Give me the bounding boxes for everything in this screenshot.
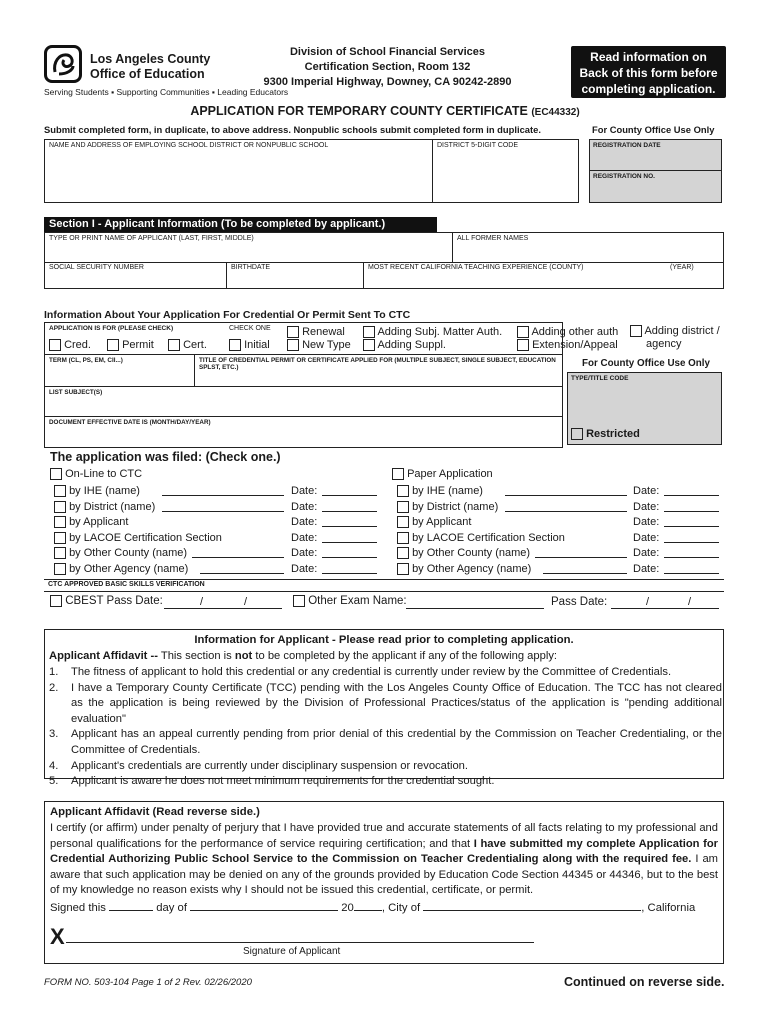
info-box-header: Information for Applicant - Please read prior to completing application. <box>194 634 574 646</box>
signed-row: Signed this day of 20 , City of , California <box>50 902 696 914</box>
filed-left-item: by Other County (name) Date: <box>54 546 380 562</box>
info-item: 3. Applicant has an appeal currently pending from prior denial of this credential by the Commission on Teacher Credentialing, or the Committee of Credentials. <box>49 728 722 756</box>
date-line[interactable] <box>322 557 377 558</box>
year-line[interactable] <box>354 910 382 911</box>
adding-district-row: Adding district / agency <box>630 325 720 351</box>
filed-left-list <box>54 484 380 577</box>
registration-date-field <box>589 139 722 171</box>
affidavit-header: Applicant Affidavit (Read reverse side.) <box>50 806 260 818</box>
lacoe-logo <box>44 45 82 83</box>
filed-right-item: by Applicant Date: <box>397 515 723 531</box>
info-item: 1. The fitness of applicant to hold this credential or any credential is currently under review by the Committee of Credentials. <box>49 666 672 678</box>
date-line[interactable] <box>664 542 719 543</box>
effective-date-field[interactable] <box>45 416 562 447</box>
name-line[interactable] <box>505 511 627 512</box>
permit-row: Permit <box>107 339 154 351</box>
filed-right-item: by District (name) Date: <box>397 500 723 516</box>
day-line[interactable] <box>109 910 153 911</box>
address-line-2: Certification Section, Room 132 <box>304 61 471 73</box>
office-use-label-2: For County Office Use Only <box>582 358 710 369</box>
date-line[interactable] <box>322 495 377 496</box>
term-label: TERM (CL, PS, EM, CII...) <box>49 357 123 364</box>
paper-checkbox[interactable] <box>392 468 404 480</box>
cbest-slash-1: / <box>200 596 204 608</box>
adding-subj-row: Adding Subj. Matter Auth. <box>363 326 502 338</box>
district-name-label: NAME AND ADDRESS OF EMPLOYING SCHOOL DISTRICT OR NONPUBLIC SCHOOL <box>49 142 329 149</box>
filed-right-list <box>397 484 723 577</box>
filed-left-checkbox[interactable] <box>54 501 66 513</box>
initial-checkbox[interactable] <box>229 339 241 351</box>
filed-right-checkbox[interactable] <box>397 501 409 513</box>
cert-row: Cert. <box>168 339 207 351</box>
name-line[interactable] <box>192 557 284 558</box>
former-names-label: ALL FORMER NAMES <box>457 235 529 242</box>
extension-checkbox[interactable] <box>517 339 529 351</box>
filed-right-checkbox[interactable] <box>397 563 409 575</box>
applicant-name-field[interactable] <box>45 233 453 263</box>
permit-checkbox[interactable] <box>107 339 119 351</box>
filed-left-item: by District (name) Date: <box>54 500 380 516</box>
pass-date-line[interactable] <box>611 608 719 609</box>
signature-line[interactable] <box>66 942 534 943</box>
submit-note: Submit completed form, in duplicate, to above address. Nonpublic schools submit completed form in duplicate. <box>44 124 541 135</box>
list-subjects-field[interactable] <box>45 386 562 416</box>
effective-date-label: DOCUMENT EFFECTIVE DATE IS (MONTH/DAY/YEAR) <box>49 419 211 426</box>
date-line[interactable] <box>664 557 719 558</box>
new-type-checkbox[interactable] <box>287 339 299 351</box>
form-title: APPLICATION FOR TEMPORARY COUNTY CERTIFICATE (EC44332) <box>190 104 580 118</box>
filed-right-checkbox[interactable] <box>397 485 409 497</box>
date-line[interactable] <box>664 526 719 527</box>
renewal-row: Renewal <box>287 326 345 338</box>
affidavit-text: I certify (or affirm) under penalty of perjury that I have provided true and accurate statements of all facts relating to my professional and personal qualifications for the performance of service requiring certification; and that I have submitted my complete Application for Credential Authorizing Public School Service to the Commission on Teacher Credentialing along with the required fee. I am aware that such application may be denied on any of the grounds provided by Education Code Section 44345 or 44346, but to the best of my knowledge no reason exists why I should not be issued this credential, certificate, or permit. <box>50 822 719 896</box>
adding-other-row: Adding other auth <box>517 326 618 338</box>
filed-left-item: by Other Agency (name) Date: <box>54 562 380 578</box>
info-item: 2. I have a Temporary County Certificate (TCC) pending with the Los Angeles County Office of Education. The TCC has not cleared as the application is being reviewed by the Division of Professional Practices/status of the application is "pending additional evaluation" <box>49 681 722 725</box>
type-title-label: TYPE/TITLE CODE <box>571 375 629 382</box>
info-item: 5. Applicant is aware he does not meet minimum requirements for the credential sought. <box>49 775 495 788</box>
cbest-date-line[interactable] <box>164 608 282 609</box>
cbest-slash-2: / <box>244 596 248 608</box>
registration-date-label: REGISTRATION DATE <box>593 142 661 149</box>
title-cred-label: TITLE OF CREDENTIAL PERMIT OR CERTIFICATE APPLIED FOR (MULTIPLE SUBJECT, SINGLE SUBJECT, EDUCATION SPLST, ETC.) <box>199 357 556 371</box>
logo-icon <box>47 48 79 80</box>
address-line-3: 9300 Imperial Highway, Downey, CA 90242-2890 <box>263 76 512 88</box>
filed-left-item: by IHE (name) Date: <box>54 484 380 500</box>
adding-suppl-row: Adding Suppl. <box>363 339 446 351</box>
ssn-field[interactable] <box>45 262 227 288</box>
name-line[interactable] <box>162 495 284 496</box>
year-label: (YEAR) <box>670 264 694 271</box>
birthdate-field[interactable] <box>227 262 364 288</box>
name-line[interactable] <box>543 573 627 574</box>
applicant-name-label: TYPE OR PRINT NAME OF APPLICANT (LAST, FIRST, MIDDLE) <box>49 235 254 242</box>
type-title-box <box>567 372 722 445</box>
cbest-checkbox[interactable] <box>50 595 62 607</box>
other-exam-row: Other Exam Name: <box>293 595 407 607</box>
registration-no-field <box>589 170 722 203</box>
date-line[interactable] <box>322 573 377 574</box>
address-line-1: Division of School Financial Services <box>289 46 485 58</box>
filed-right-item: by Other County (name) Date: <box>397 546 723 562</box>
filed-right-item: by IHE (name) Date: <box>397 484 723 500</box>
new-type-row: New Type <box>287 339 351 351</box>
filed-left-checkbox[interactable] <box>54 563 66 575</box>
filed-right-item: by Other Agency (name) Date: <box>397 562 723 578</box>
filed-header: The application was filed: (Check one.) <box>50 450 281 464</box>
signature-label: Signature of Applicant <box>243 946 341 957</box>
registration-no-label: REGISTRATION NO. <box>593 173 655 180</box>
experience-field[interactable] <box>364 262 723 288</box>
name-line[interactable] <box>162 511 284 512</box>
tagline: Serving Students ▪ Supporting Communities ▪ Leading Educators <box>44 87 289 97</box>
online-checkbox[interactable] <box>50 468 62 480</box>
other-exam-checkbox[interactable] <box>293 595 305 607</box>
date-line[interactable] <box>322 526 377 527</box>
filed-left-checkbox[interactable] <box>54 547 66 559</box>
district-name-field[interactable] <box>44 139 433 203</box>
title-cred-field[interactable] <box>195 354 562 386</box>
section1-grid <box>44 232 724 289</box>
app-info-header: Information About Your Application For Credential Or Permit Sent To CTC <box>44 309 411 321</box>
info-item: 4. Applicant's credentials are currently under disciplinary suspension or revocation. <box>49 759 469 772</box>
info-intro: Applicant Affidavit -- This section is not to be completed by the applicant if any of the following apply: <box>49 650 558 662</box>
former-names-field[interactable] <box>453 233 723 263</box>
district-code-label: DISTRICT 5-DIGIT CODE <box>437 142 519 149</box>
info-list <box>49 665 722 790</box>
date-line[interactable] <box>664 511 719 512</box>
city-line[interactable] <box>423 910 641 911</box>
date-line[interactable] <box>322 542 377 543</box>
check-one-label: CHECK ONE <box>229 325 271 332</box>
filed-left-item: by LACOE Certification Section Date: <box>54 531 380 547</box>
list-subjects-label: LIST SUBJECT(S) <box>49 389 103 396</box>
other-exam-line[interactable] <box>406 608 544 609</box>
section1-header: Section I - Applicant Information (To be completed by applicant.) <box>44 217 437 233</box>
restricted-checkbox[interactable] <box>571 428 583 440</box>
date-line[interactable] <box>322 511 377 512</box>
name-line[interactable] <box>200 573 284 574</box>
filed-right-checkbox[interactable] <box>397 532 409 544</box>
adding-suppl-checkbox[interactable] <box>363 339 375 351</box>
filed-left-checkbox[interactable] <box>54 485 66 497</box>
filed-right-item: by LACOE Certification Section Date: <box>397 531 723 547</box>
experience-label: MOST RECENT CALIFORNIA TEACHING EXPERIENCE (COUNTY) <box>368 264 584 271</box>
form-number: FORM NO. 503-104 Page 1 of 2 Rev. 02/26/2020 <box>44 977 252 988</box>
name-line[interactable] <box>505 495 627 496</box>
continued-note: Continued on reverse side. <box>564 975 725 989</box>
extension-row: Extension/Appeal <box>517 339 618 351</box>
adding-other-checkbox[interactable] <box>517 326 529 338</box>
restricted-row: Restricted <box>571 428 640 440</box>
renewal-checkbox[interactable] <box>287 326 299 338</box>
filed-left-item: by Applicant Date: <box>54 515 380 531</box>
org-name-2: Office of Education <box>90 67 205 81</box>
district-code-field[interactable] <box>432 139 579 203</box>
filed-right-checkbox[interactable] <box>397 547 409 559</box>
online-row: On-Line to CTC <box>50 468 142 480</box>
signature-x: X <box>50 924 65 949</box>
adding-subj-checkbox[interactable] <box>363 326 375 338</box>
cred-row: Cred. <box>49 339 91 351</box>
basic-skills-divider-2 <box>44 591 724 592</box>
read-notice-box: Read information on Back of this form before completing application. <box>571 46 726 98</box>
paper-row: Paper Application <box>392 468 493 480</box>
cbest-row: CBEST Pass Date: <box>50 595 163 607</box>
pass-slash-2: / <box>688 596 692 608</box>
org-name-1: Los Angeles County <box>90 52 211 66</box>
name-line[interactable] <box>535 557 627 558</box>
filed-left-checkbox[interactable] <box>54 516 66 528</box>
cert-checkbox[interactable] <box>168 339 180 351</box>
initial-row: Initial <box>229 339 270 351</box>
term-field[interactable] <box>45 354 195 386</box>
cred-checkbox[interactable] <box>49 339 61 351</box>
address-block <box>255 45 520 90</box>
apply-for-label: APPLICATION IS FOR (PLEASE CHECK) <box>49 325 174 332</box>
filed-right-checkbox[interactable] <box>397 516 409 528</box>
pass-date-label: Pass Date: <box>551 596 608 608</box>
month-line[interactable] <box>190 910 338 911</box>
date-line[interactable] <box>664 573 719 574</box>
basic-skills-header: CTC APPROVED BASIC SKILLS VERIFICATION <box>48 581 205 588</box>
date-line[interactable] <box>664 495 719 496</box>
adding-district-checkbox[interactable] <box>630 325 642 337</box>
basic-skills-divider <box>44 579 724 580</box>
ssn-label: SOCIAL SECURITY NUMBER <box>49 264 144 271</box>
pass-slash-1: / <box>646 596 650 608</box>
office-use-label: For County Office Use Only <box>592 124 715 135</box>
filed-left-checkbox[interactable] <box>54 532 66 544</box>
birthdate-label: BIRTHDATE <box>231 264 271 271</box>
